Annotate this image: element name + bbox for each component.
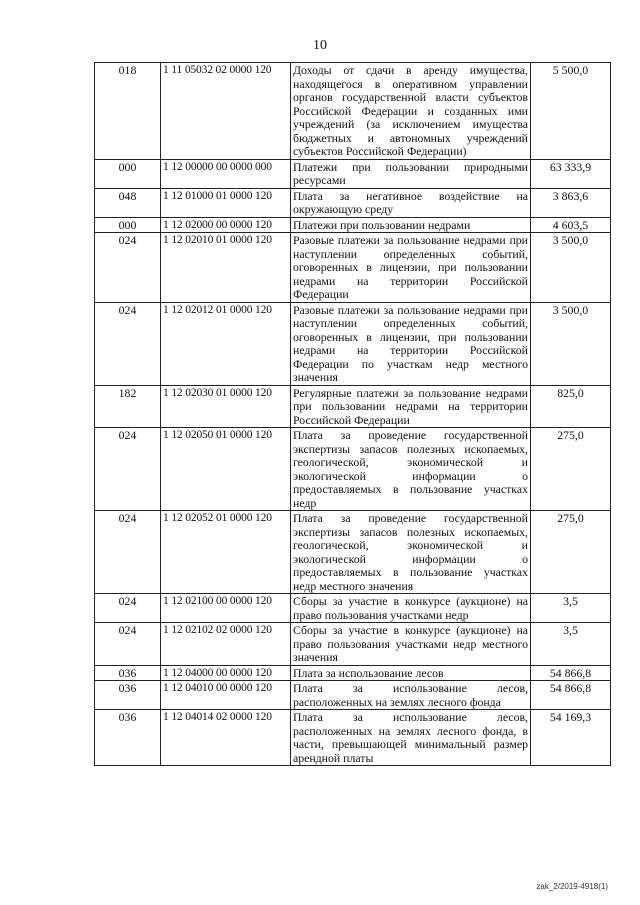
amount-cell: 63 333,9 bbox=[531, 159, 611, 188]
admin-code-cell: 036 bbox=[95, 681, 161, 710]
amount-cell: 3,5 bbox=[531, 623, 611, 666]
table-row bbox=[95, 681, 611, 710]
admin-code-cell: 182 bbox=[95, 385, 161, 428]
budget-code-cell: 1 12 02050 01 0000 120 bbox=[161, 428, 291, 511]
table-row bbox=[95, 665, 611, 681]
budget-code-cell: 1 12 02102 02 0000 120 bbox=[161, 623, 291, 666]
amount-cell: 4 603,5 bbox=[531, 217, 611, 233]
description-cell: Разовые платежи за пользование недрами при наступлении определенных событий, оговоренных в лицензии, при пользовании недрами на территории Российской Федерации по участкам недр местного значения bbox=[291, 302, 531, 385]
amount-cell: 54 169,3 bbox=[531, 710, 611, 766]
budget-code-cell: 1 12 04010 00 0000 120 bbox=[161, 681, 291, 710]
table-row bbox=[95, 594, 611, 623]
budget-code-cell: 1 12 00000 00 0000 000 bbox=[161, 159, 291, 188]
table-row bbox=[95, 710, 611, 766]
description-cell: Платежи при пользовании недрами bbox=[291, 217, 531, 233]
admin-code-cell: 036 bbox=[95, 665, 161, 681]
amount-cell: 3,5 bbox=[531, 594, 611, 623]
budget-code-cell: 1 12 02000 00 0000 120 bbox=[161, 217, 291, 233]
description-cell: Регулярные платежи за пользование недрами при пользовании недрами на территории Российской Федерации bbox=[291, 385, 531, 428]
admin-code-cell: 024 bbox=[95, 623, 161, 666]
description-cell: Сборы за участие в конкурсе (аукционе) на право пользования участками недр bbox=[291, 594, 531, 623]
amount-cell: 5 500,0 bbox=[531, 63, 611, 160]
page-number: 10 bbox=[313, 38, 327, 53]
budget-code-cell: 1 12 02100 00 0000 120 bbox=[161, 594, 291, 623]
amount-cell: 825,0 bbox=[531, 385, 611, 428]
admin-code-cell: 018 bbox=[95, 63, 161, 160]
table-row bbox=[95, 511, 611, 594]
admin-code-cell: 024 bbox=[95, 233, 161, 303]
budget-code-cell: 1 12 02030 01 0000 120 bbox=[161, 385, 291, 428]
table-row bbox=[95, 217, 611, 233]
amount-cell: 3 500,0 bbox=[531, 233, 611, 303]
description-cell: Доходы от сдачи в аренду имущества, находящегося в оперативном управлении органов государственной власти субъектов Российской Федерации и созданных ими учреждений (за исключением имущества бюджетных и автономных учреждений субъектов Российской Федерации) bbox=[291, 63, 531, 160]
description-cell: Сборы за участие в конкурсе (аукционе) на право пользования участками недр местного значения bbox=[291, 623, 531, 666]
amount-cell: 3 500,0 bbox=[531, 302, 611, 385]
amount-cell: 54 866,8 bbox=[531, 681, 611, 710]
admin-code-cell: 024 bbox=[95, 594, 161, 623]
admin-code-cell: 036 bbox=[95, 710, 161, 766]
table-row bbox=[95, 302, 611, 385]
budget-code-cell: 1 12 02052 01 0000 120 bbox=[161, 511, 291, 594]
table-row bbox=[95, 63, 611, 160]
table-row bbox=[95, 385, 611, 428]
amount-cell: 54 866,8 bbox=[531, 665, 611, 681]
description-cell: Плата за использование лесов, расположенных на землях лесного фонда bbox=[291, 681, 531, 710]
description-cell: Плата за использование лесов, расположенных на землях лесного фонда, в части, превышающей минимальный размер арендной платы bbox=[291, 710, 531, 766]
table-row bbox=[95, 428, 611, 511]
description-cell: Разовые платежи за пользование недрами при наступлении определенных событий, оговоренных в лицензии, при пользовании недрами на территории Российской Федерации bbox=[291, 233, 531, 303]
budget-code-cell: 1 12 01000 01 0000 120 bbox=[161, 188, 291, 217]
admin-code-cell: 000 bbox=[95, 159, 161, 188]
table-body bbox=[95, 63, 611, 766]
document-code: zak_2/2019-4918(1) bbox=[536, 882, 608, 891]
admin-code-cell: 024 bbox=[95, 428, 161, 511]
description-cell: Плата за проведение государственной экспертизы запасов полезных ископаемых, геологической, экономической и экологической информации о предоставляемых в пользование участках недр местного значения bbox=[291, 511, 531, 594]
budget-code-cell: 1 12 02010 01 0000 120 bbox=[161, 233, 291, 303]
budget-code-cell: 1 12 02012 01 0000 120 bbox=[161, 302, 291, 385]
description-cell: Плата за использование лесов bbox=[291, 665, 531, 681]
amount-cell: 275,0 bbox=[531, 428, 611, 511]
description-cell: Плата за негативное воздействие на окружающую среду bbox=[291, 188, 531, 217]
admin-code-cell: 048 bbox=[95, 188, 161, 217]
description-cell: Платежи при пользовании природными ресурсами bbox=[291, 159, 531, 188]
amount-cell: 275,0 bbox=[531, 511, 611, 594]
table-row bbox=[95, 159, 611, 188]
budget-code-cell: 1 11 05032 02 0000 120 bbox=[161, 63, 291, 160]
admin-code-cell: 024 bbox=[95, 302, 161, 385]
table-row bbox=[95, 233, 611, 303]
admin-code-cell: 024 bbox=[95, 511, 161, 594]
budget-code-cell: 1 12 04014 02 0000 120 bbox=[161, 710, 291, 766]
description-cell: Плата за проведение государственной экспертизы запасов полезных ископаемых, геологической, экономической и экологической информации о предоставляемых в пользование участках недр bbox=[291, 428, 531, 511]
revenue-table bbox=[94, 62, 611, 766]
amount-cell: 3 863,6 bbox=[531, 188, 611, 217]
budget-code-cell: 1 12 04000 00 0000 120 bbox=[161, 665, 291, 681]
table-row bbox=[95, 623, 611, 666]
table-row bbox=[95, 188, 611, 217]
admin-code-cell: 000 bbox=[95, 217, 161, 233]
